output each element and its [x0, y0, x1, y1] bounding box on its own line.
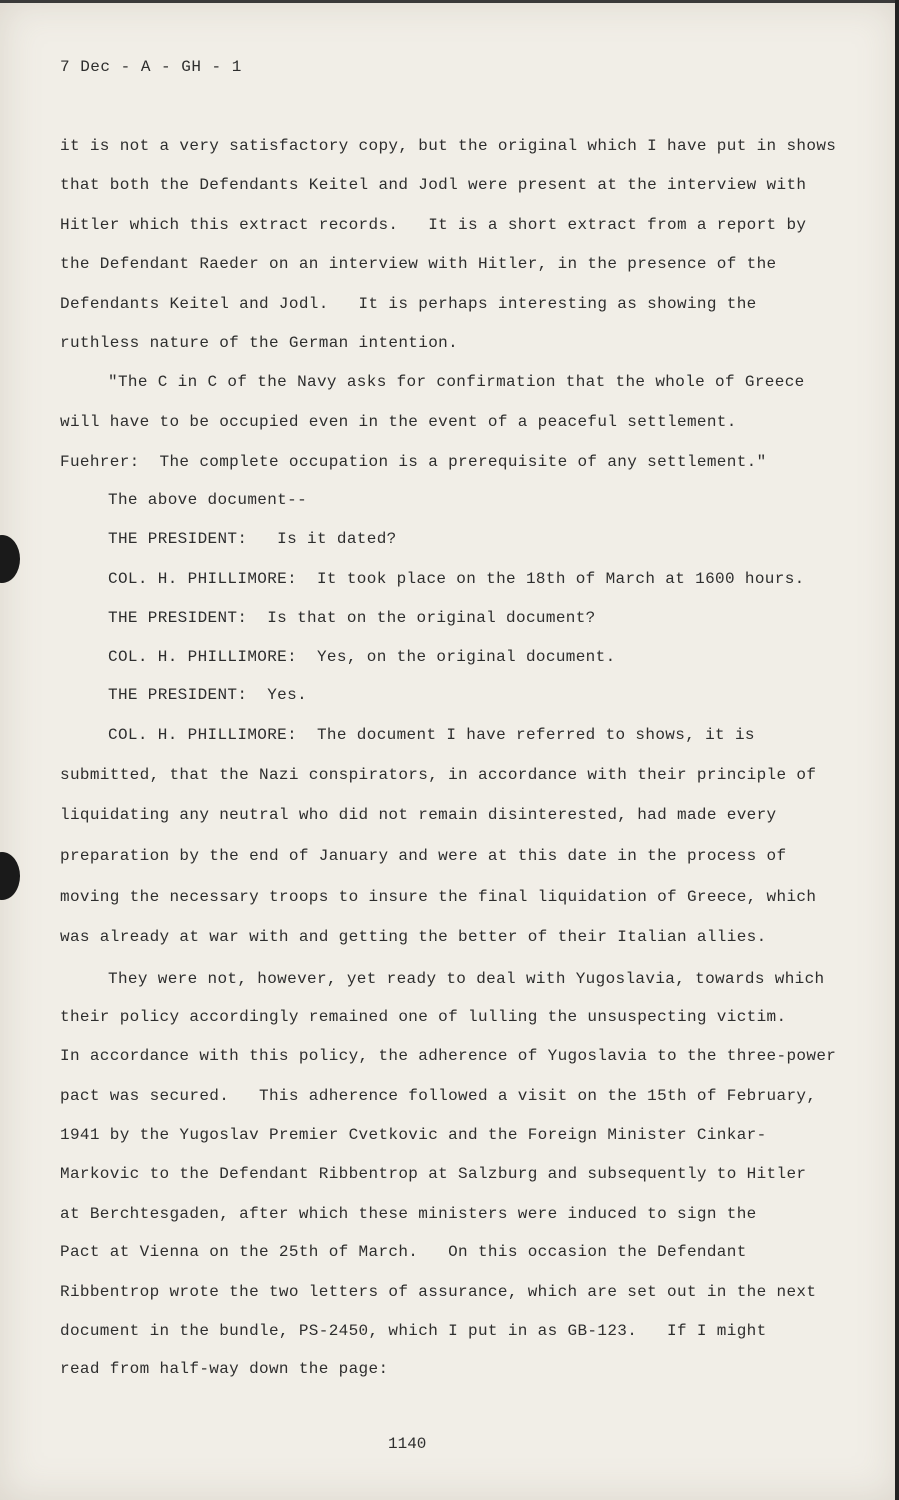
quote-line: "The C in C of the Navy asks for confirmation that the whole of Greece	[108, 373, 805, 391]
text-line: that both the Defendants Keitel and Jodl were present at the interview with	[60, 176, 807, 194]
text-line: ruthless nature of the German intention.	[60, 334, 459, 352]
text-line: moving the necessary troops to insure the final liquidation of Greece, which	[60, 888, 817, 906]
text-line: document in the bundle, PS-2450, which I put in as GB-123. If I might	[60, 1322, 767, 1340]
text-line: They were not, however, yet ready to deal with Yugoslavia, towards which	[108, 970, 825, 988]
dialogue-line: THE PRESIDENT: Yes.	[108, 686, 308, 704]
dialogue-line: THE PRESIDENT: Is it dated?	[108, 530, 397, 548]
text-line: Pact at Vienna on the 25th of March. On this occasion the Defendant	[60, 1243, 747, 1261]
page-number: 1140	[388, 1435, 427, 1453]
text-line: Defendants Keitel and Jodl. It is perhaps interesting as showing the	[60, 295, 757, 313]
page-right-edge	[895, 0, 899, 1500]
punch-hole-top	[0, 535, 20, 583]
text-line: read from half-way down the page:	[60, 1360, 389, 1378]
quote-line: will have to be occupied even in the event of a peaceful settlement.	[60, 413, 737, 431]
dialogue-line: COL. H. PHILLIMORE: The document I have referred to shows, it is	[108, 726, 755, 744]
text-line: Hitler which this extract records. It is a short extract from a report by	[60, 216, 807, 234]
dialogue-line: THE PRESIDENT: Is that on the original document?	[108, 609, 596, 627]
dialogue-line: COL. H. PHILLIMORE: Yes, on the original document.	[108, 648, 616, 666]
page-header: 7 Dec - A - GH - 1	[60, 58, 242, 76]
text-line: 1941 by the Yugoslav Premier Cvetkovic and the Foreign Minister Cinkar-	[60, 1126, 767, 1144]
text-line: was already at war with and getting the better of their Italian allies.	[60, 928, 767, 946]
text-line: Markovic to the Defendant Ribbentrop at Salzburg and subsequently to Hitler	[60, 1165, 807, 1183]
text-line: the Defendant Raeder on an interview with Hitler, in the presence of the	[60, 255, 777, 273]
text-line: it is not a very satisfactory copy, but the original which I have put in shows	[60, 137, 837, 155]
page-top-edge	[0, 0, 899, 3]
text-line: at Berchtesgaden, after which these ministers were induced to sign the	[60, 1205, 757, 1223]
text-line: submitted, that the Nazi conspirators, in accordance with their principle of	[60, 766, 817, 784]
text-line: The above document--	[108, 491, 308, 509]
text-line: Ribbentrop wrote the two letters of assurance, which are set out in the next	[60, 1283, 817, 1301]
text-line: pact was secured. This adherence followed a visit on the 15th of February,	[60, 1087, 817, 1105]
punch-hole-bottom	[0, 852, 20, 900]
text-line: liquidating any neutral who did not remain disinterested, had made every	[60, 806, 777, 824]
text-line: their policy accordingly remained one of lulling the unsuspecting victim.	[60, 1008, 787, 1026]
dialogue-line: COL. H. PHILLIMORE: It took place on the 18th of March at 1600 hours.	[108, 570, 805, 588]
text-line: preparation by the end of January and were at this date in the process of	[60, 847, 787, 865]
text-line: In accordance with this policy, the adherence of Yugoslavia to the three-power	[60, 1047, 837, 1065]
quote-line: Fuehrer: The complete occupation is a prerequisite of any settlement."	[60, 453, 767, 471]
